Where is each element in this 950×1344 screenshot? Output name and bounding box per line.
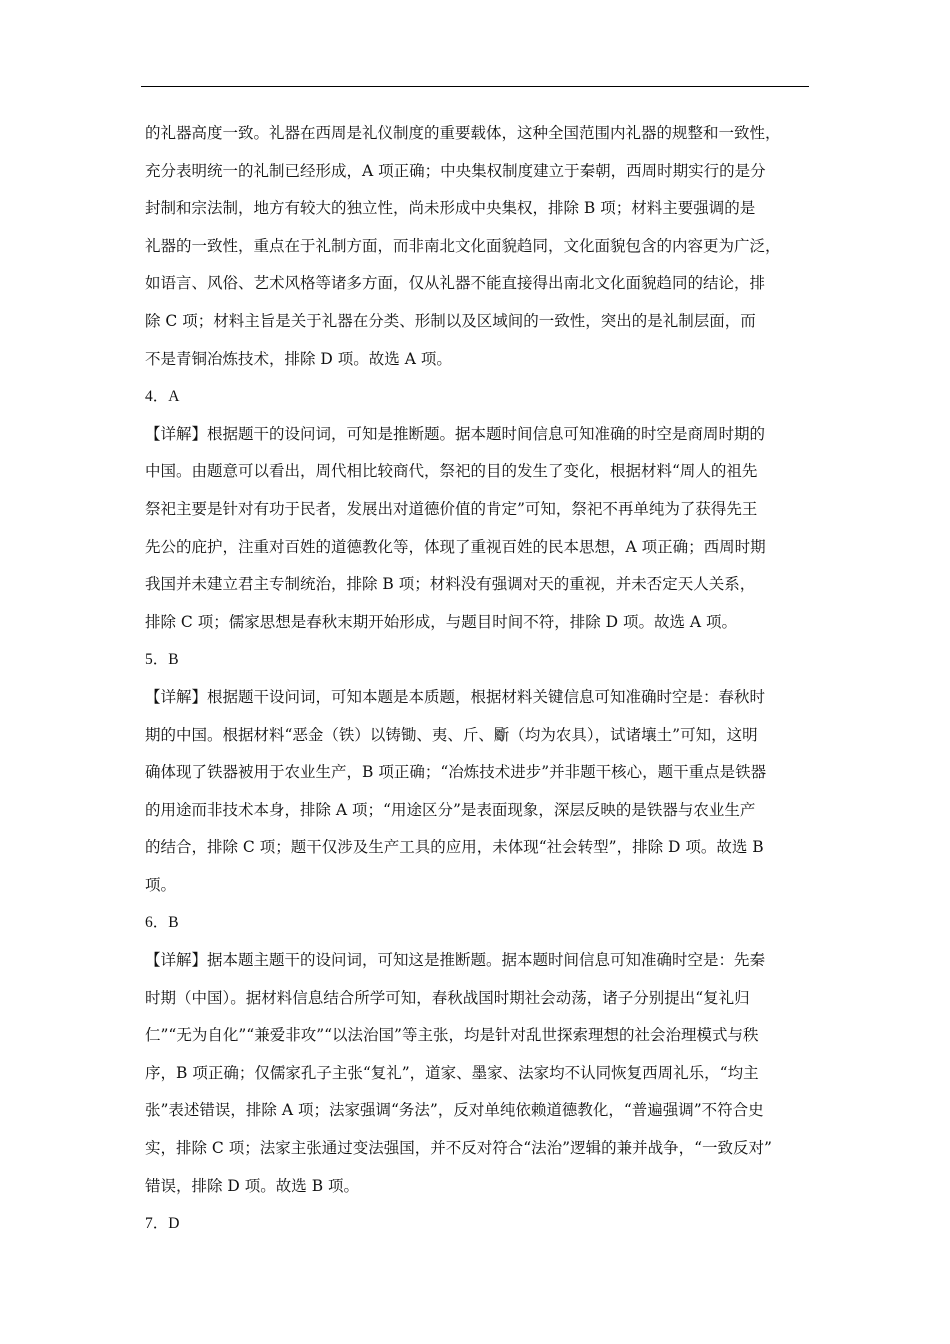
text-line: 【详解】根据题干设问词，可知本题是本质题，根据材料关键信息可知准确时空是：春秋时 — [145, 687, 766, 706]
text-line: 充分表明统一的礼制已经形成，A 项正确；中央集权制度建立于秦朝，西周时期实行的是分 — [145, 161, 766, 180]
header-rule — [141, 86, 809, 87]
text-line: 时期（中国）。据材料信息结合所学可知，春秋战国时期社会动荡，诸子分别提出“复礼归 — [145, 988, 750, 1007]
text-line: 张”表述错误，排除 A 项；法家强调“务法”，反对单纯依赖道德教化，“普遍强调”不符合史 — [145, 1101, 764, 1120]
text-line: 礼器的一致性，重点在于礼制方面，而非南北文化面貌趋同，文化面貌包含的内容更为广泛， — [145, 236, 781, 255]
text-line: 中国。由题意可以看出，周代相比较商代，祭祀的目的发生了变化，根据材料“周人的祖先 — [145, 462, 758, 481]
text-line: 排除 C 项；儒家思想是春秋末期开始形成，与题目时间不符，排除 D 项。故选 A 项。 — [145, 612, 738, 631]
text-line: 先公的庇护，注重对百姓的道德教化等，体现了重视百姓的民本思想，A 项正确；西周时期 — [145, 537, 766, 556]
text-line: 期的中国。根据材料“恶金（铁）以铸锄、夷、斤、斸（均为农具），试诸壤土”可知，这明 — [145, 725, 758, 744]
text-line: 不是青铜冶炼技术，排除 D 项。故选 A 项。 — [145, 349, 452, 368]
text-line: 【详解】据本题主题干的设问词，可知这是推断题。据本题时间信息可知准确时空是：先秦 — [145, 951, 766, 970]
answer-content — [145, 115, 813, 1243]
answer-number: 4．A — [145, 388, 180, 406]
text-line: 的用途而非技术本身，排除 A 项；“用途区分”是表面现象，深层反映的是铁器与农业生产 — [145, 800, 756, 819]
text-line: 【详解】根据题干的设问词，可知是推断题。据本题时间信息可知准确的时空是商周时期的 — [145, 424, 766, 443]
text-line: 除 C 项；材料主旨是关于礼器在分类、形制以及区域间的一致性，突出的是礼制层面，而 — [145, 311, 756, 330]
answer-number: 6．B — [145, 914, 179, 932]
text-line: 封制和宗法制，地方有较大的独立性，尚未形成中央集权，排除 B 项；材料主要强调的是 — [145, 199, 756, 218]
answer-number: 7．D — [145, 1215, 180, 1233]
answer-5 — [145, 641, 813, 904]
answer-4 — [145, 378, 813, 641]
text-line: 如语言、风俗、艺术风格等诸多方面，仅从礼器不能直接得出南北文化面貌趋同的结论，排 — [145, 274, 766, 293]
answer-3-continuation — [145, 115, 813, 378]
text-line: 仁”“无为自化”“兼爱非攻”“以法治国”等主张，均是针对乱世探索理想的社会治理模式与秩 — [145, 1026, 759, 1045]
text-line: 的礼器高度一致。礼器在西周是礼仪制度的重要载体，这种全国范围内礼器的规整和一致性， — [145, 124, 781, 142]
text-line: 项。 — [145, 875, 177, 894]
text-line: 的结合，排除 C 项；题干仅涉及生产工具的应用，未体现“社会转型”，排除 D 项。故选 B — [145, 838, 764, 857]
answer-7 — [145, 1205, 813, 1243]
text-line: 错误，排除 D 项。故选 B 项。 — [145, 1176, 360, 1195]
text-line: 确体现了铁器被用于农业生产，B 项正确；“冶炼技术进步”并非题干核心，题干重点是铁器 — [145, 763, 767, 782]
text-line: 实，排除 C 项；法家主张通过变法强国，并不反对符合“法治”逻辑的兼并战争，“一致反对” — [145, 1139, 772, 1158]
text-line: 我国并未建立君主专制统治，排除 B 项；材料没有强调对天的重视，并未否定天人关系， — [145, 575, 756, 594]
answer-6 — [145, 904, 813, 1205]
answer-number: 5．B — [145, 651, 179, 669]
text-line: 祭祀主要是针对有功于民者，发展出对道德价值的肯定”可知，祭祀不再单纯为了获得先王 — [145, 499, 758, 518]
text-line: 序，B 项正确；仅儒家孔子主张“复礼”，道家、墨家、法家均不认同恢复西周礼乐，“均主 — [145, 1063, 759, 1082]
